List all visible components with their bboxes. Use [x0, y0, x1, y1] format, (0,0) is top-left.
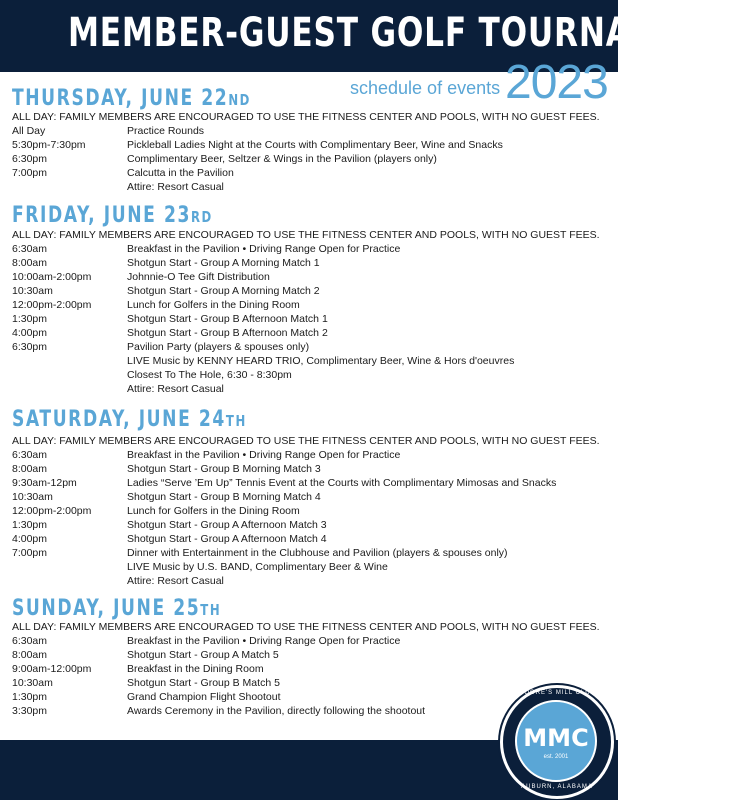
- event-description: Shotgun Start - Group B Morning Match 4: [127, 491, 321, 503]
- logo-center: [515, 700, 597, 782]
- event-description: Dinner with Entertainment in the Clubhouse and Pavilion (players & spouses only): [127, 547, 508, 559]
- event-time: 10:00am-2:00pm: [12, 271, 92, 283]
- event-description: Pickleball Ladies Night at the Courts with Complimentary Beer, Wine and Snacks: [127, 139, 503, 151]
- event-time: 6:30am: [12, 243, 48, 255]
- event-time: 8:00am: [12, 463, 48, 475]
- event-time: 10:30am: [12, 285, 53, 297]
- event-description: Shotgun Start - Group B Match 5: [127, 677, 280, 689]
- event-description: Attire: Resort Casual: [127, 575, 224, 587]
- event-time: 6:30pm: [12, 153, 48, 165]
- event-time: 7:00pm: [12, 547, 48, 559]
- event-time: All Day: [12, 125, 46, 137]
- event-description: LIVE Music by KENNY HEARD TRIO, Complimentary Beer, Wine & Hors d'oeuvres: [127, 355, 515, 367]
- logo-initials: MMC: [523, 724, 589, 752]
- event-description: Practice Rounds: [127, 125, 205, 137]
- event-time: 12:00pm-2:00pm: [12, 299, 92, 311]
- event-description: Shotgun Start - Group A Match 5: [127, 649, 279, 661]
- event-description: Lunch for Golfers in the Dining Room: [127, 299, 300, 311]
- subtitle: schedule of events: [350, 78, 501, 98]
- event-description: Shotgun Start - Group A Afternoon Match 4: [127, 533, 327, 545]
- event-description: Shotgun Start - Group B Morning Match 3: [127, 463, 321, 475]
- event-time: 6:30am: [12, 449, 48, 461]
- event-time: 1:30pm: [12, 691, 48, 703]
- event-time: 5:30pm-7:30pm: [12, 139, 86, 151]
- event-description: Shotgun Start - Group A Afternoon Match 3: [127, 519, 327, 531]
- day-heading-friday: FRIDAY, JUNE 23RD: [12, 203, 213, 228]
- event-description: Complimentary Beer, Seltzer & Wings in the Pavilion (players only): [127, 153, 437, 165]
- event-description: Attire: Resort Casual: [127, 383, 224, 395]
- event-description: Calcutta in the Pavilion: [127, 167, 234, 179]
- logo-club-name: MOORE'S MILL CLUB: [518, 690, 596, 696]
- notice-saturday: ALL DAY: FAMILY MEMBERS ARE ENCOURAGED TO USE THE FITNESS CENTER AND POOLS, WITH NO GUEST FEES.: [12, 435, 600, 447]
- page-title: MEMBER-GUEST GOLF TOURNAMENT: [67, 10, 734, 56]
- event-description: Attire: Resort Casual: [127, 181, 224, 193]
- event-time: 3:30pm: [12, 705, 48, 717]
- event-time: 4:00pm: [12, 533, 48, 545]
- event-description: Breakfast in the Pavilion • Driving Range Open for Practice: [127, 243, 401, 255]
- event-description: Awards Ceremony in the Pavilion, directly following the shootout: [127, 705, 426, 717]
- event-description: Grand Champion Flight Shootout: [127, 691, 281, 703]
- event-time: 8:00am: [12, 649, 48, 661]
- event-description: Lunch for Golfers in the Dining Room: [127, 505, 300, 517]
- event-description: Shotgun Start - Group B Afternoon Match 1: [127, 313, 328, 325]
- notice-thursday: ALL DAY: FAMILY MEMBERS ARE ENCOURAGED TO USE THE FITNESS CENTER AND POOLS, WITH NO GUEST FEES.: [12, 111, 600, 123]
- event-time: 4:00pm: [12, 327, 48, 339]
- event-time: 1:30pm: [12, 519, 48, 531]
- event-description: Shotgun Start - Group A Morning Match 2: [127, 285, 320, 297]
- notice-sunday: ALL DAY: FAMILY MEMBERS ARE ENCOURAGED TO USE THE FITNESS CENTER AND POOLS, WITH NO GUEST FEES.: [12, 621, 600, 633]
- event-description: Breakfast in the Dining Room: [127, 663, 264, 675]
- year-label: 2023: [505, 56, 608, 109]
- event-time: 9:00am-12:00pm: [12, 663, 92, 675]
- club-logo: [500, 685, 614, 799]
- event-description: Pavilion Party (players & spouses only): [127, 341, 310, 353]
- event-description: Closest To The Hole, 6:30 - 8:30pm: [127, 369, 292, 381]
- event-description: Shotgun Start - Group A Morning Match 1: [127, 257, 320, 269]
- day-heading-sunday: SUNDAY, JUNE 25TH: [12, 596, 222, 621]
- notice-friday: ALL DAY: FAMILY MEMBERS ARE ENCOURAGED TO USE THE FITNESS CENTER AND POOLS, WITH NO GUEST FEES.: [12, 229, 600, 241]
- event-description: Breakfast in the Pavilion • Driving Range Open for Practice: [127, 635, 401, 647]
- event-time: 6:30am: [12, 635, 48, 647]
- logo-location: AUBURN, ALABAMA: [521, 784, 593, 790]
- logo-established: est. 2001: [543, 754, 569, 760]
- event-time: 1:30pm: [12, 313, 48, 325]
- event-time: 6:30pm: [12, 341, 48, 353]
- event-description: LIVE Music by U.S. BAND, Complimentary Beer & Wine: [127, 561, 388, 573]
- event-description: Johnnie-O Tee Gift Distribution: [127, 271, 270, 283]
- day-heading-saturday: SATURDAY, JUNE 24TH: [12, 407, 247, 432]
- event-time: 9:30am-12pm: [12, 477, 77, 489]
- event-time: 10:30am: [12, 677, 53, 689]
- event-time: 10:30am: [12, 491, 53, 503]
- event-description: Ladies “Serve ’Em Up” Tennis Event at the Courts with Complimentary Mimosas and Snacks: [127, 477, 557, 489]
- event-time: 7:00pm: [12, 167, 48, 179]
- day-heading-thursday: THURSDAY, JUNE 22ND: [12, 86, 251, 111]
- event-time: 12:00pm-2:00pm: [12, 505, 92, 517]
- event-time: 8:00am: [12, 257, 48, 269]
- event-description: Shotgun Start - Group B Afternoon Match 2: [127, 327, 328, 339]
- event-description: Breakfast in the Pavilion • Driving Range Open for Practice: [127, 449, 401, 461]
